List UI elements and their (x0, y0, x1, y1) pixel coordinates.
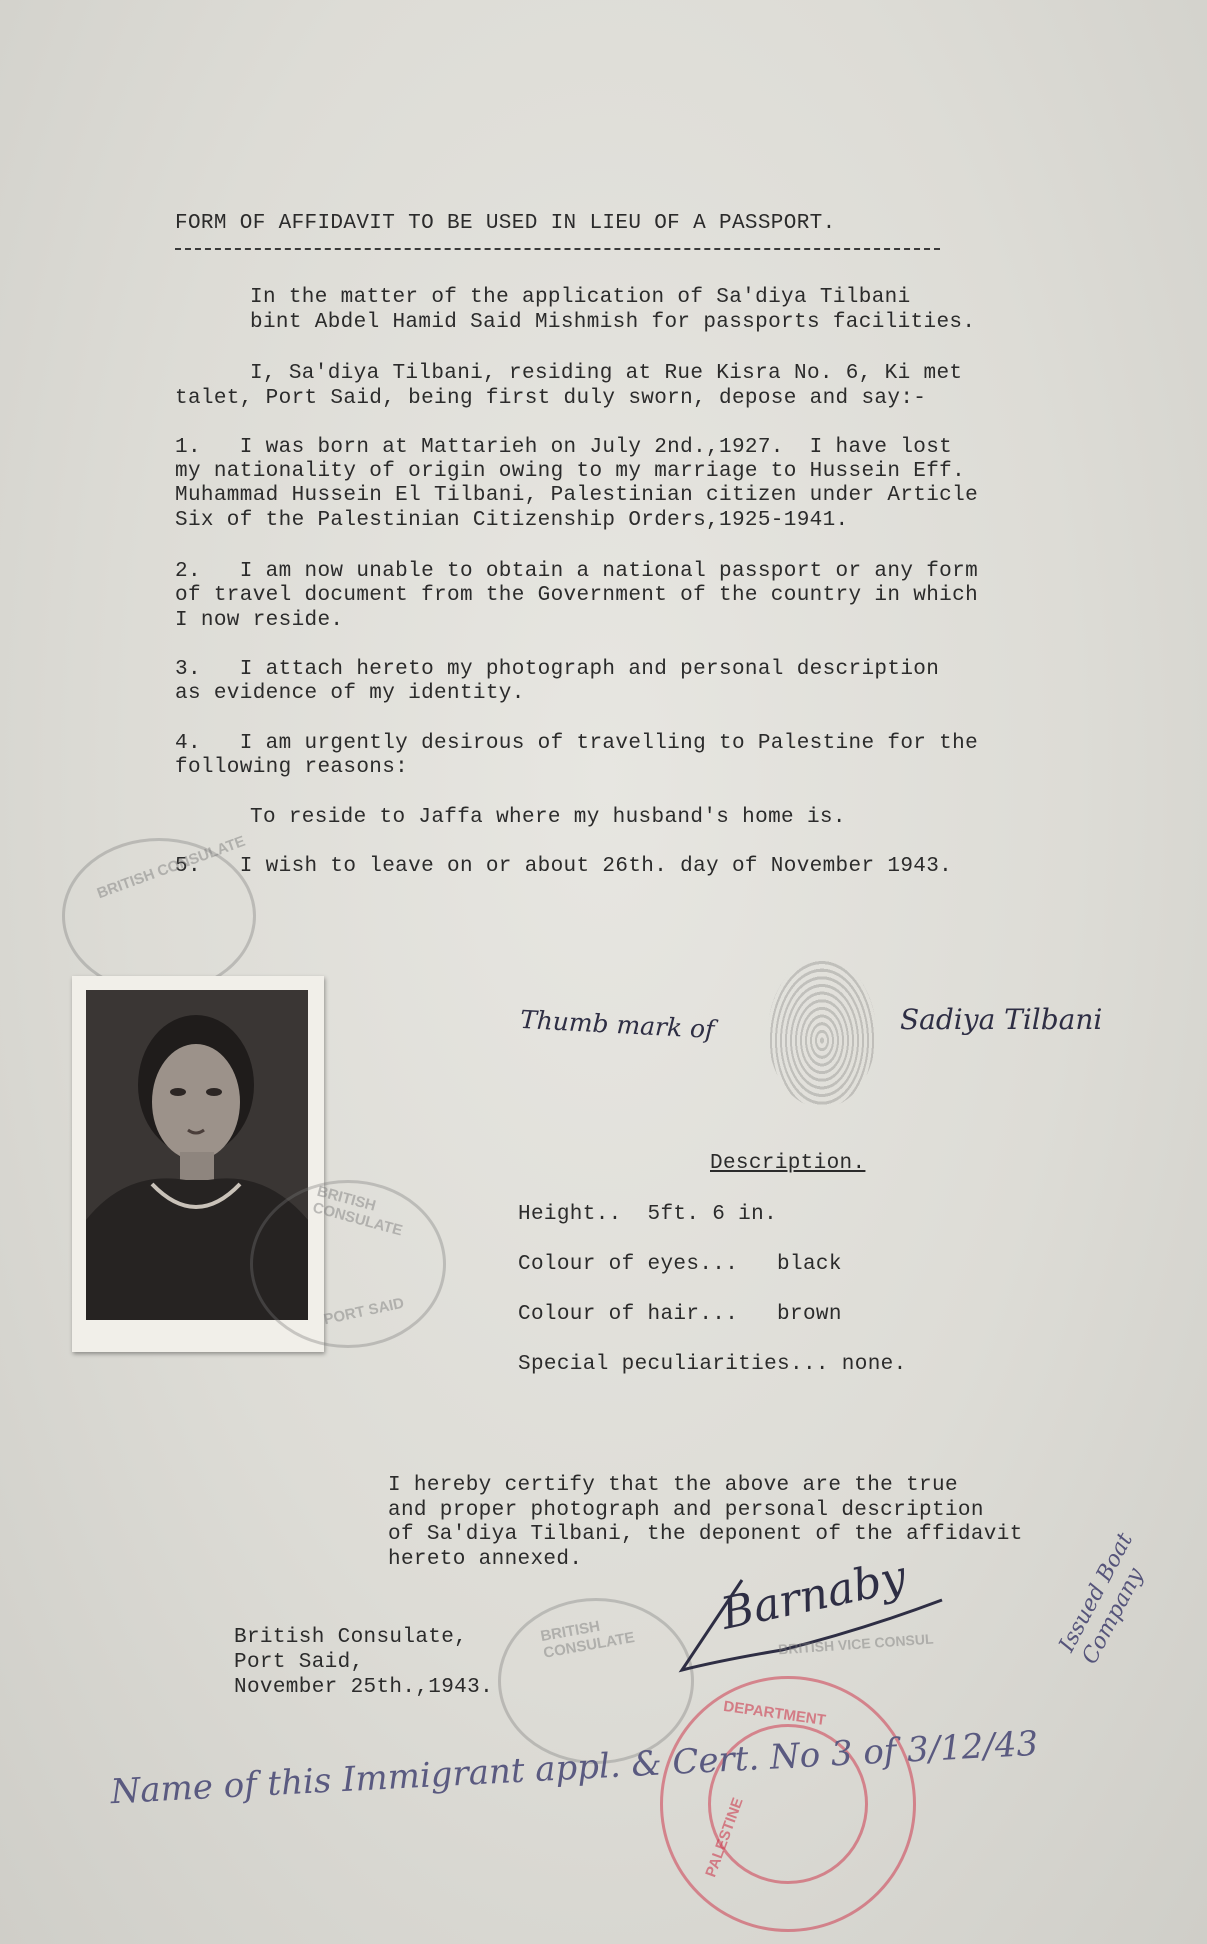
reason-line: To reside to Jaffa where my husband's home is. (250, 806, 846, 829)
certification-line-1: I hereby certify that the above are the true (388, 1474, 958, 1497)
margin-note: Issued Boat Company (1054, 1528, 1149, 1669)
item2-line-1: 2. I am now unable to obtain a national passport or any form (175, 560, 979, 583)
consulate-stamp-photo-port: PORT SAID (322, 1294, 406, 1329)
bottom-handwritten-note: Name of this Immigrant appl. & Cert. No 3 of 3/12/43 (109, 1723, 1040, 1813)
intro-line-1: In the matter of the application of Sa'diya Tilbani (250, 286, 911, 309)
consul-signature: Barnaby (716, 1551, 911, 1640)
description-hair: Colour of hair... brown (518, 1303, 842, 1326)
consulate-stamp-photo-text: BRITISH CONSULATE (310, 1182, 405, 1240)
description-peculiarities: Special peculiarities... none. (518, 1353, 907, 1376)
place-line-1: British Consulate, (234, 1626, 468, 1649)
consulate-stamp-lower-text: BRITISH CONSULATE (539, 1617, 636, 1662)
item4-line-1: 4. I am urgently desirous of travelling to Palestine for the (175, 732, 979, 755)
vice-consul-stamp: BRITISH VICE CONSUL (777, 1630, 934, 1658)
item1-line-4: Six of the Palestinian Citizenship Orders,1925-1941. (175, 509, 849, 532)
place-line-3: November 25th.,1943. (234, 1676, 494, 1699)
consulate-stamp-upper (62, 832, 256, 994)
consulate-stamp-photo (250, 1180, 446, 1348)
certification-line-3: of Sa'diya Tilbani, the deponent of the affidavit (388, 1523, 1023, 1546)
item2-line-3: I now reside. (175, 609, 344, 632)
title-rule (175, 248, 940, 250)
item5-line: 5. I wish to leave on or about 26th. day of November 1943. (175, 855, 953, 878)
item1-line-1: 1. I was born at Mattarieh on July 2nd.,1927. I have lost (175, 436, 953, 459)
intro-line-2: bint Abdel Hamid Said Mishmish for passports facilities. (250, 311, 976, 334)
certification-line-2: and proper photograph and personal description (388, 1499, 984, 1522)
deponent-line-1: I, Sa'diya Tilbani, residing at Rue Kisra No. 6, Ki met (250, 362, 963, 385)
item3-line-1: 3. I attach hereto my photograph and personal description (175, 658, 940, 681)
item4-line-2: following reasons: (175, 756, 409, 779)
item1-line-2: my nationality of origin owing to my marriage to Hussein Eff. (175, 460, 966, 483)
deponent-line-2: talet, Port Said, being first duly sworn, depose and say:- (175, 387, 927, 410)
certification-line-4: hereto annexed. (388, 1548, 583, 1571)
form-title: FORM OF AFFIDAVIT TO BE USED IN LIEU OF A PASSPORT. (175, 212, 836, 235)
description-eyes: Colour of eyes... black (518, 1253, 842, 1276)
place-line-2: Port Said, (234, 1651, 364, 1674)
description-height: Height.. 5ft. 6 in. (518, 1203, 778, 1226)
department-stamp-side: PALESTINE (702, 1795, 747, 1880)
item3-line-2: as evidence of my identity. (175, 682, 525, 705)
department-stamp-top: DEPARTMENT (722, 1697, 827, 1730)
description-heading: Description. (710, 1152, 866, 1175)
department-stamp (660, 1676, 916, 1932)
thumbprint (768, 958, 876, 1108)
thumb-mark-label: Thumb mark of (519, 1004, 716, 1045)
deponent-signature: Sadiya Tilbani (900, 1003, 1103, 1036)
item2-line-2: of travel document from the Government of the country in which (175, 584, 979, 607)
item1-line-3: Muhammad Hussein El Tilbani, Palestinian citizen under Article (175, 484, 979, 507)
consulate-stamp-upper-text: BRITISH CONSULATE (94, 832, 248, 903)
